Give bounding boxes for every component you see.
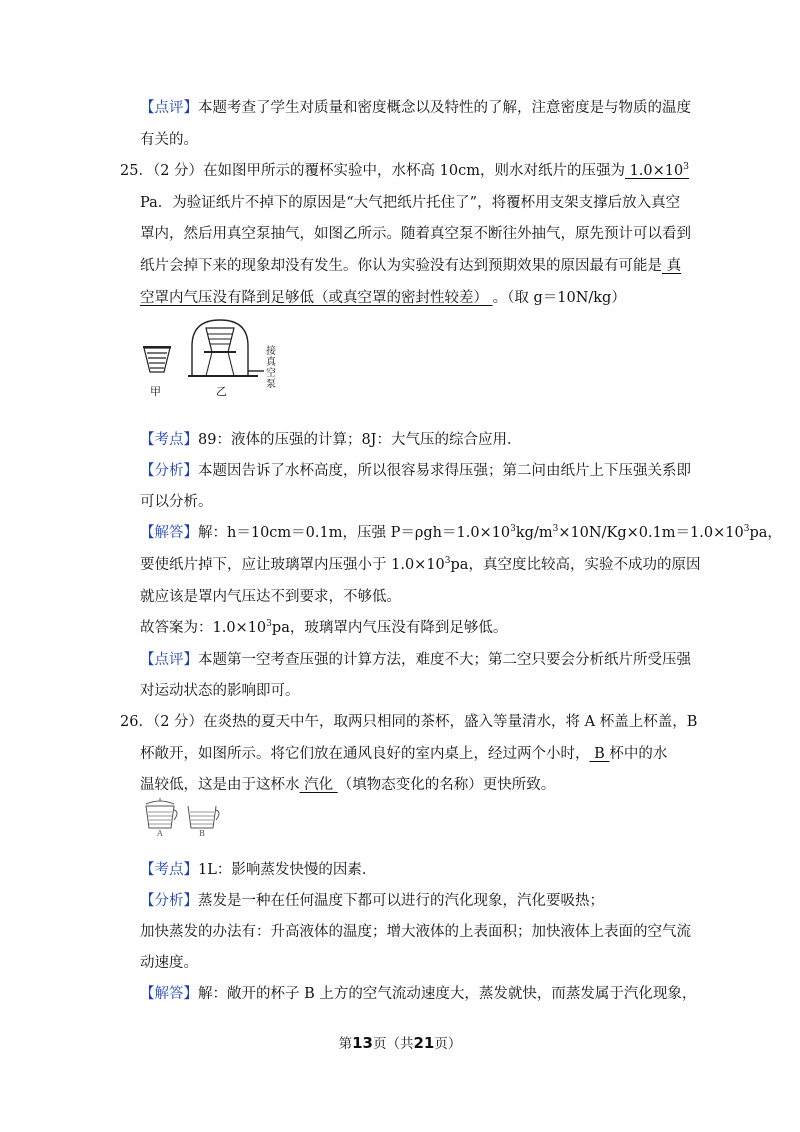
q26-jieda-line-1: 【解答】解：敞开的杯子 B 上方的空气流动速度大，蒸发就快，而蒸发属于汽化现象，: [140, 986, 697, 1002]
q25-jieda-line-2: 要使纸片掉下，应让玻璃罩内压强小于 $1.0\times 10^3pa$，真空度比较高，实验不成功的原因: [140, 556, 701, 573]
q26-answer-2: 汽化: [299, 777, 338, 793]
fig-label-pump: 接真空泵: [266, 346, 276, 390]
q25-final-answer: 故答案为：$1.0\times 10^3pa$，玻璃罩内气压没有降到足够低。: [140, 619, 508, 636]
cup-b-label: B: [199, 829, 205, 838]
q25-dianping-line-2: 对运动状态的影响即可。: [140, 683, 300, 699]
q26-fenxi-line-2: 加快蒸发的办法有：升高液体的温度；增大液体的上表面积；加快液体上表面的空气流: [140, 924, 691, 940]
cup-b-drawing: [188, 806, 219, 828]
q25-dianping-line-1: 【点评】本题第一空考查压强的计算方法，难度不大；第二空只要会分析纸片所受压强: [140, 652, 691, 668]
cup-a-label: A: [157, 829, 163, 838]
comment-tag: 【点评】: [140, 100, 198, 116]
fig-label-yi: 乙: [216, 385, 227, 398]
current-page-number: 13: [352, 1034, 373, 1052]
q26-fenxi-line-3: 动速度。: [140, 955, 198, 971]
q26-fenxi-line-1: 【分析】蒸发是一种在任何温度下都可以进行的汽化现象，汽化要吸热；: [140, 893, 604, 909]
q25-stem-line-1: 25．（2 分）在如图甲所示的覆杯实验中，水杯高 10cm，则水对纸片的压强为 $1.0\times 10^3$: [120, 162, 689, 179]
q25-stem-line-2: Pa．为验证纸片不掉下的原因是“大气把纸片托住了”，将覆杯用支架支撑后放入真空: [140, 195, 681, 211]
q26-stem-line-3: 温较低，这是由于这杯水 汽化 （填物态变化的名称）更快所致。: [140, 777, 556, 793]
q25-stem-line-4: 纸片会掉下来的现象却没有发生。你认为实验没有达到预期效果的原因最有可能是 真: [140, 258, 682, 274]
page-footer: 第13页（共21页）: [338, 1034, 462, 1052]
q25-fenxi-line-1: 【分析】本题因告诉了水杯高度，所以很容易求得压强；第二问由纸片上下压强关系即: [140, 463, 691, 479]
cup-jia-drawing: [143, 347, 171, 372]
q25-stem-line-5: 空罩内气压没有降到足够低（或真空罩的密封性较差） 。（取 g＝10N/kg）: [140, 290, 626, 306]
q25-fenxi-line-2: 可以分析。: [140, 494, 213, 510]
q26-kaodian: 【考点】1L：影响蒸发快慢的因素．: [140, 862, 377, 878]
q25-kaodian: 【考点】89：液体的压强的计算；8J：大气压的综合应用．: [140, 432, 522, 448]
q25-answer-2-start: 真: [662, 258, 682, 274]
q25-jieda-line-1: 【解答】解：h＝10cm＝0.1m，压强 $P=\rho gh=1.0\times 10^3kg/m^3\times 10N/Kg\times 0.1m=1.0\times 10^3pa$，: [140, 524, 782, 541]
fig-label-jia: 甲: [150, 385, 161, 398]
q26-cups-figure: [140, 796, 230, 840]
total-page-number: 21: [413, 1034, 435, 1052]
q25-stem-line-3: 罩内，然后用真空泵抽气，如图乙所示。随着真空泵不断往外抽气，原先预计可以看到: [140, 226, 691, 242]
q26-stem-line-1: 26．（2 分）在炎热的夏天中午，取两只相同的茶杯，盛入等量清水，将 A 杯盖上杯盖，B: [120, 714, 698, 730]
q24-comment-line-1: 【点评】本题考查了学生对质量和密度概念以及特性的了解，注意密度是与物质的温度: [140, 100, 691, 116]
q26-stem-line-2: 杯敞开，如图所示。将它们放在通风良好的室内桌上，经过两个小时， B 杯中的水: [140, 746, 668, 762]
q24-comment-line-2: 有关的。: [140, 132, 198, 148]
q25-answer-1: $1.0\times 10^3$: [624, 162, 689, 179]
q25-answer-2-end: 空罩内气压没有降到足够低（或真空罩的密封性较差）: [140, 290, 493, 306]
q26-answer-1: B: [589, 746, 610, 762]
bell-jar-drawing: [188, 320, 264, 376]
q25-jieda-line-3: 就应该是罩内气压达不到要求，不够低。: [140, 589, 401, 605]
cup-a-drawing: [146, 798, 177, 828]
